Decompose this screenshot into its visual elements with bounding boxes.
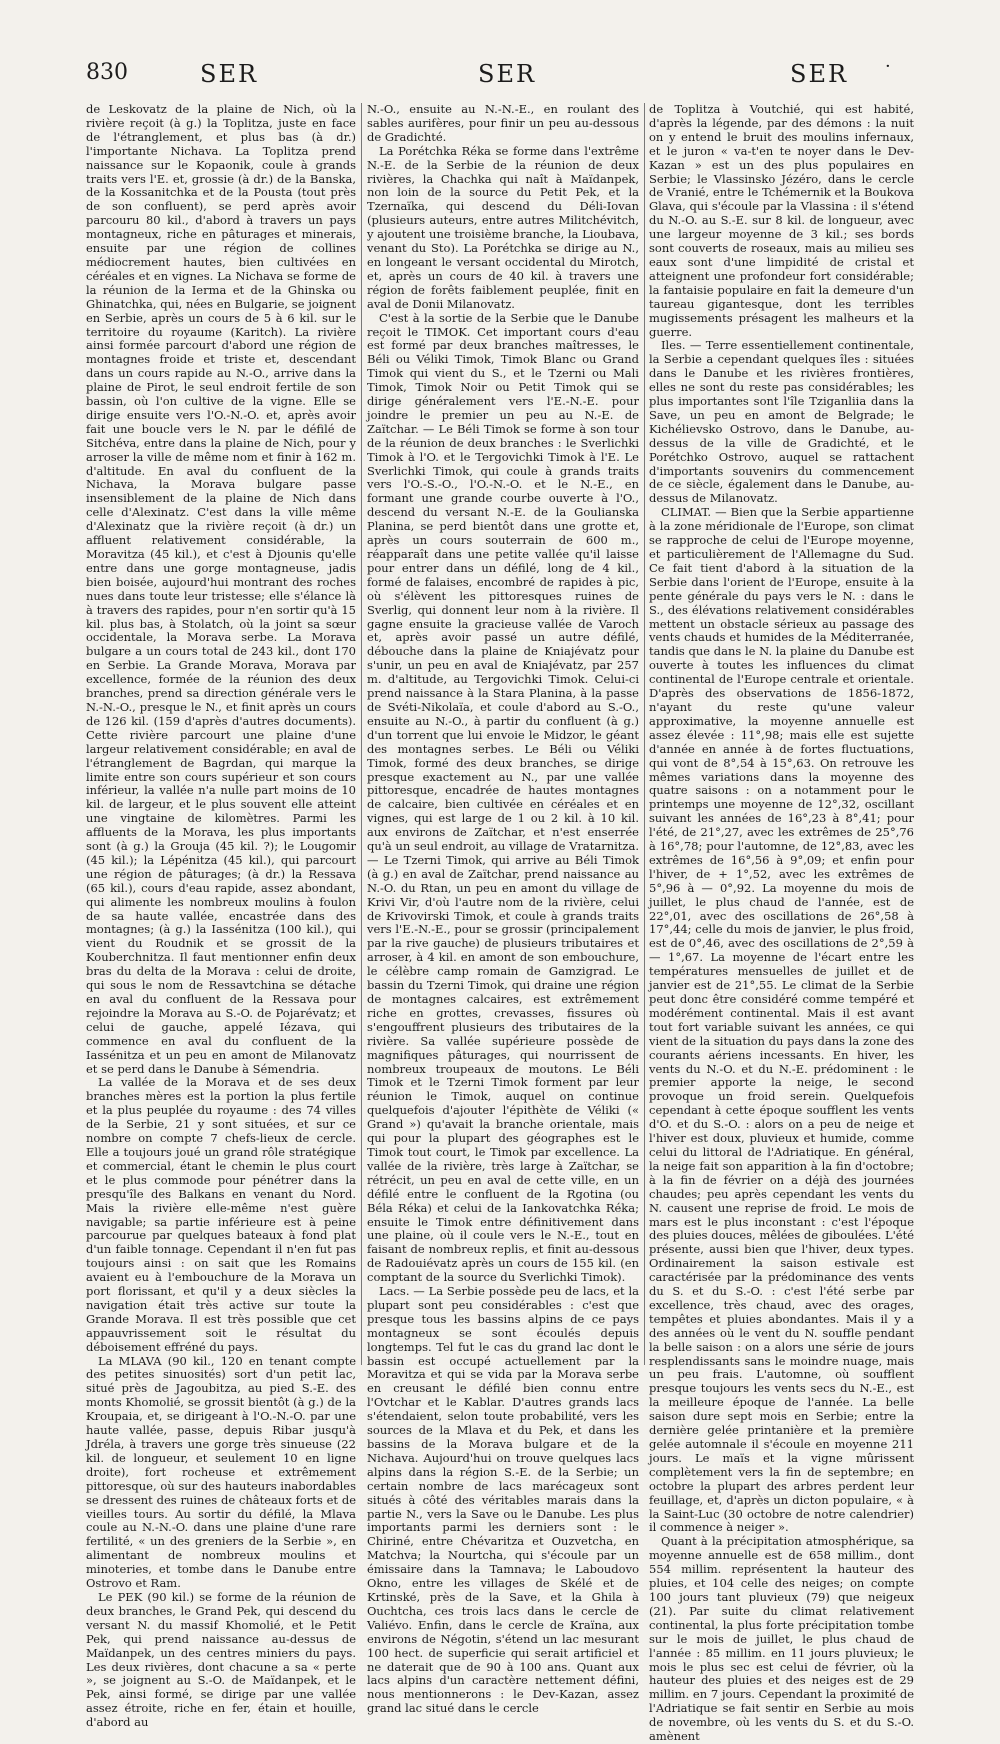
running-head-left: SER [200, 60, 259, 88]
paragraph: de Toplitza à Voutchié, qui est habité, d'après la légende, par des démons : la nuit on y entend le bruit des moulins infernaux, et le juron « va-t'en te noyer dans le Dev-Kazan » est un des plus populaires en Serbie; le Vlassinsko Jézéro, dans le cercle de Vranié, entre le Tchémernik et la Boukova Glava, qui s'écoule par la Vlassina : il s'étend du N.-O. au S.-E. sur 8 kil. de longueur, avec une largeur moyenne de 3 kil.; ses bords sont couverts de roseaux, mais au milieu ses eaux sont d'une limpidité de cristal et atteignent une profondeur fort considérable; la fantaisie populaire en fait la demeure d'un taureau gigantesque, dont les terribles mugissements présagent les malheurs et la guerre. [649, 102, 914, 339]
running-head-right: SER [790, 60, 849, 88]
paragraph: La MLAVA (90 kil., 120 en tenant compte des petites sinuosités) sort d'un petit lac, situé près de Jagoubitza, au pied S.-E. des monts Khomolié, se grossit bientôt (à g.) de la Kroupaia, et, se dirigeant à l'O.-N.-O. par une haute vallée, passe, depuis Ribar jusqu'à Jdréla, à travers une gorge très sinueuse (22 kil. de longueur, et seulement 10 en ligne droite), fort rocheuse et extrêmement pittoresque, où sur des hauteurs inabordables se dressent des ruines de châteaux forts et de vieilles tours. Au sortir du défilé, la Mlava coule au N.-N.-O. dans une plaine d'une rare fertilité, « un des greniers de la Serbie », en alimentant de nombreux moulins et minoteries, et tombe dans le Danube entre Ostrovo et Ram. [86, 1353, 356, 1591]
paragraph: Quant à la précipitation atmosphérique, sa moyenne annuelle est de 658 millim., dont 554 millim. représentent la hauteur des pluies, et 104 celle des neiges; on compte 100 jours tant pluvieux (79) que neigeux (21). Par suite du climat relativement continental, la plus forte précipitation tombe sur le mois de juillet, le plus chaud de l'année : 85 millim. en 11 jours pluvieux; le mois le plus sec est celui de février, où la hauteur des pluies et des neiges est de 29 millim. en 7 jours. Cependant la proximité de l'Adriatique se fait sentir en Serbie au mois de novembre, où les vents du S. et du S.-O. amènent [649, 1534, 914, 1744]
text-column-1 [86, 102, 356, 1730]
running-head-center: SER [478, 60, 537, 88]
paragraph: N.-O., ensuite au N.-N.-E., en roulant des sables aurifères, pour finir un peu au-dessous de Gradichté. [367, 102, 639, 144]
paragraph: CLIMAT. — Bien que la Serbie appartienne à la zone méridionale de l'Europe, son climat se rapproche de celui de l'Europe moyenne, et particulièrement de l'Allemagne du Sud. Ce fait tient d'abord à la situation de la Serbie dans l'orient de l'Europe, ensuite à la pente générale du pays vers le N. : dans le S., des élévations relativement considérables mettent un obstacle sérieux au passage des vents chauds et humides de la Méditerranée, tandis que dans le N. la plaine du Danube est ouverte à toutes les influences du climat continental de l'Europe centrale et orientale. D'après des observations de 1856-1872, n'ayant du reste qu'une valeur approximative, la moyenne annuelle est assez élevée : 11°,98; mais elle est sujette d'année en année à de fortes fluctuations, qui vont de 8°,54 à 15°,63. On retrouve les mêmes variations dans la moyenne des quatre saisons : on a notamment pour le printemps une moyenne de 12°,32, oscillant suivant les années de 16°,23 à 8°,41; pour l'été, de 21°,27, avec les extrêmes de 25°,76 à 16°,78; pour l'automne, de 12°,83, avec les extrêmes de 16°,56 à 9°,09; et enfin pour l'hiver, de + 1°,52, avec les extrêmes de 5°,96 à — 0°,92. La moyenne du mois de juillet, le plus chaud de l'année, est de 22°,01, avec des oscillations de 26°,58 à 17°,44; celle du mois de janvier, le plus froid, est de 0°,46, avec des oscillations de 2°,59 à — 1°,67. La moyenne de l'écart entre les températures mensuelles de juillet et de janvier est de 21°,55. Le climat de la Serbie peut donc être considéré comme tempéré et modérément continental. Mais il est avant tout fort variable suivant les années, ce qui vient de la situation du pays dans la zone des courants aériens incessants. En hiver, les vents du N.-O. et du N.-E. prédominent : le premier apporte la neige, le second provoque un froid serein. Quelquefois cependant à cette époque soufflent les vents d'O. et du S.-O. : alors on a peu de neige et l'hiver est doux, pluvieux et humide, comme celui du littoral de l'Adriatique. En général, la neige fait son apparition à la fin d'octobre; à la fin de février on a déjà des journées chaudes; peu après cependant les vents du N. causent une reprise de froid. Le mois de mars est le plus inconstant : c'est l'époque des pluies douces, mêlées de giboulées. L'été présente, aussi bien que l'hiver, deux types. Ordinairement la saison estivale est caractérisée par la prédominance des vents du S. et du S.-O. : c'est l'été serbe par excellence, très chaud, avec des orages, tempêtes et pluies abondantes. Mais il y a des années où le vent du N. souffle pendant la belle saison : on a alors une série de jours resplendissants sans le moindre nuage, mais un peu frais. L'automne, où soufflent presque toujours les vents secs du N.-E., est la meilleure époque de l'année. La belle saison dure sept mois en Serbie; entre la dernière gelée printanière et la première gelée automnale il s'écoule en moyenne 211 jours. Le maïs et la vigne mûrissent complètement vers la fin de septembre; en octobre la plupart des arbres perdent leur feuillage, et, d'après un dicton populaire, « à la Saint-Luc (30 octobre de notre calendrier) il commence à neiger ». [649, 505, 915, 1535]
header-mark: · [885, 56, 891, 77]
paragraph: Iles. — Terre essentiellement continentale, la Serbie a cependant quelques îles : situées dans le Danube et les rivières frontières, elles ne sont du reste pas considérables; les plus importantes sont l'île Tziganliia dans la Save, un peu en amont de Belgrade; le Kichélievsko Ostrovo, dans le Danube, au-dessus de la ville de Gradichté, et le Porétchko Ostrovo, auquel se rattachent d'importants souvenirs du commencement de ce siècle, également dans le Danube, au-dessus de Milanovatz. [649, 338, 914, 506]
paragraph: Lacs. — La Serbie possède peu de lacs, et la plupart sont peu considérables : c'est que presque tous les bassins alpins de ce pays montagneux se sont écoulés depuis longtemps. Tel fut le cas du grand lac dont le bassin est occupé actuellement par la Moravitza et qui se vida par la Morava serbe en creusant le défilé bien connu entre l'Ovtchar et le Kablar. D'autres grands lacs s'étendaient, selon toute probabilité, vers les sources de la Mlava et du Pek, et dans les bassins de la Morava bulgare et de la Nichava. Aujourd'hui on trouve quelques lacs alpins dans la région S.-E. de la Serbie; un certain nombre de lacs marécageux sont situés à côté des véritables marais dans la partie N., vers la Save ou le Danube. Les plus importants parmi les derniers sont : le Chiriné, entre Chévaritza et Ouzvetcha, en Matchva; la Nourtcha, qui s'écoule par un émissaire dans la Tamnava; le Laboudovo Okno, entre les villages de Skélé et de Krtinské, près de la Save, et la Ghila à Ouchtcha, ces trois lacs dans le cercle de Valiévo. Enfin, dans le cercle de Kraïna, aux environs de Négotin, s'étend un lac mesurant 100 hect. de superficie qui serait artificiel et ne daterait que de 90 à 100 ans. Quant aux lacs alpins d'un caractère nettement défini, nous mentionnerons : le Dev-Kazan, assez grand lac situé dans le cercle [367, 1284, 639, 1716]
paragraph: de Leskovatz de la plaine de Nich, où la rivière reçoit (à g.) la Toplitza, juste en face de l'étranglement, et plus bas (à dr.) l'importante Nichava. La Toplitza prend naissance sur le Kopaonik, coule à grands traits vers l'E. et, grossie (à dr.) de la Banska, de la Kossanitchka et de la Pousta (tout près de son confluent), se perd après avoir parcouru 80 kil., d'abord à travers un pays montagneux, riche en pâturages et minerais, ensuite par une région de collines médiocrement hautes, bien cultivées en céréales et en vignes. La Nichava se forme de la réunion de la Ierma et de la Ghinska ou Ghinatchka, qui, nées en Bulgarie, se joignent en Serbie, après un cours de 5 à 6 kil. sur le territoire du royaume (Karitch). La rivière ainsi formée parcourt d'abord une région de montagnes froide et triste et, descendant dans un cours rapide au N.-O., arrive dans la plaine de Pirot, le seul endroit fertile de son bassin, où l'on cultive de la vigne. Elle se dirige ensuite vers l'O.-N.-O. et, après avoir fait une boucle vers le N. par le défilé de Sitchéva, entre dans la plaine de Nich, pour y arroser la ville de même nom et finir à 162 m. d'altitude. En aval du confluent de la Nichava, la Morava bulgare passe insensiblement de la plaine de Nich dans celle d'Alexinatz. C'est dans la ville même d'Alexinatz que la rivière reçoit (à dr.) un affluent relativement considérable, la Moravitza (45 kil.), et c'est à Djounis qu'elle entre dans une gorge montagneuse, jadis bien boisée, aujourd'hui montrant des roches nues dans toute leur tristesse; elle s'élance là à travers des rapides, pour n'en sortir qu'à 15 kil. plus bas, à Stolatch, où la joint sa sœur occidentale, la Morava serbe. La Morava bulgare a un cours total de 243 kil., dont 170 en Serbie. La Grande Morava, Morava par excellence, formée de la réunion des deux branches, prend sa direction générale vers le N.-N.-O., presque le N., et finit après un cours de 126 kil. (159 d'après d'autres documents). Cette rivière parcourt une plaine d'une largeur relativement considérable; en aval de l'étranglement de Bagrdan, qui marque la limite entre son cours supérieur et son cours inférieur, la vallée n'a nulle part moins de 10 kil. de largeur, et le plus souvent elle atteint une vingtaine de kilomètres. Parmi les affluents de la Morava, les plus importants sont (à g.) la Grouja (45 kil. ?); le Lougomir (45 kil.); la Lépénitza (45 kil.), qui parcourt une région de pâturages; (à dr.) la Ressava (65 kil.), cours d'eau rapide, assez abondant, qui alimente les nombreux moulins à foulon de sa haute vallée, encastrée dans des montagnes; (à g.) la Iassénitza (100 kil.), qui vient du Roudnik et se grossit de la Kouberchnitza. Il faut mentionner enfin deux bras du delta de la Morava : celui de droite, qui sous le nom de Ressavtchina se détache en aval du confluent de la Ressava pour rejoindre la Morava au S.-O. de Pojarévatz; et celui de gauche, appelé Iézava, qui commence en aval du confluent de la Iassénitza et un peu en amont de Milanovatz et se perd dans le Danube à Sémendria. [86, 102, 356, 1076]
column-rule-2 [644, 103, 645, 1365]
paragraph: La Porétchka Réka se forme dans l'extrême N.-E. de la Serbie de la réunion de deux rivières, la Chachka qui naît à Maïdanpek, non loin de la source du Petit Pek, et la Tzernaïka, qui descend du Déli-Iovan (plusieurs auteurs, entre autres Militchévitch, y ajoutent une troisième branche, la Lioubava, venant du Sto). La Porétchka se dirige au N., en longeant le versant occidental du Mirotch, et, après un cours de 40 kil. à travers une région de forêts faiblement peuplée, finit en aval de Donii Milanovatz. [367, 143, 639, 311]
page-number: 830 [86, 60, 128, 85]
paragraph: Le PEK (90 kil.) se forme de la réunion de deux branches, le Grand Pek, qui descend du versant N. du massif Khomolié, et le Petit Pek, qui prend naissance au-dessus de Maïdanpek, un des centres miniers du pays. Les deux rivières, dont chacune a sa « perte », se joignent au S.-O. de Maïdanpek, et le Pek, ainsi formé, se dirige par une vallée assez étroite, riche en fer, étain et houille, d'abord au [86, 1589, 356, 1730]
column-rule-1 [361, 103, 362, 1365]
text-column-2 [367, 102, 639, 1716]
paragraph: La vallée de la Morava et de ses deux branches mères est la portion la plus fertile et la plus peuplée du royaume : des 74 villes de la Serbie, 21 y sont situées, et sur ce nombre on compte 7 chefs-lieux de cercle. Elle a toujours joué un grand rôle stratégique et commercial, étant le chemin le plus court et le plus commode pour pénétrer dans la presqu'île des Balkans en venant du Nord. Mais la rivière elle-même n'est guère navigable; sa partie inférieure est à peine parcourue par quelques bateaux à fond plat d'un faible tonnage. Cependant il n'en fut pas toujours ainsi : on sait que les Romains avaient eu à l'embouchure de la Morava un port florissant, et qu'il y a deux siècles la navigation était très active sur toute la Grande Morava. Il est très possible que cet appauvrissement soit le résultat du déboisement effréné du pays. [86, 1075, 356, 1354]
paragraph: C'est à la sortie de la Serbie que le Danube reçoit le TIMOK. Cet important cours d'eau est formé par deux branches maîtresses, le Béli ou Véliki Timok, Timok Blanc ou Grand Timok qui vient du S., et le Tzerni ou Mali Timok, Timok Noir ou Petit Timok qui se dirige généralement vers l'E.-N.-E. pour joindre le premier un peu au N.-E. de Zaïtchar. — Le Béli Timok se forme à son tour de la réunion de deux branches : le Sverlichki Timok à l'O. et le Tergovichki Timok à l'E. Le Sverlichki Timok, qui coule à grands traits vers l'O.-S.-O., l'O.-N.-O. et le N.-E., en formant une grande courbe ouverte à l'O., descend du versant N.-E. de la Goulianska Planina, se perd bientôt dans une grotte et, après un cours souterrain de 600 m., réapparaît dans une petite vallée qu'il laisse pour entrer dans un défilé, long de 4 kil., formé de falaises, encombré de rapides à pic, où s'élèvent les pittoresques ruines de Sverlig, qui donnent leur nom à la rivière. Il gagne ensuite la gracieuse vallée de Varoch et, après avoir passé un autre défilé, débouche dans la plaine de Kniajévatz pour s'unir, un peu en aval de Kniajévatz, par 257 m. d'altitude, au Tergovichki Timok. Celui-ci prend naissance à la Stara Planina, à la passe de Svéti-Nikolaïa, et coule d'abord au S.-O., ensuite au N.-O., à partir du confluent (à g.) d'un torrent que lui envoie le Midzor, le géant des montagnes serbes. Le Béli ou Véliki Timok, formé des deux branches, se dirige presque exactement au N., par une vallée pittoresque, encadrée de hautes montagnes de calcaire, bien cultivée en céréales et en vignes, qui est large de 1 ou 2 kil. à 10 kil. aux environs de Zaïtchar, et n'est enserrée qu'à un seul endroit, au village de Vratarnitza. — Le Tzerni Timok, qui arrive au Béli Timok (à g.) en aval de Zaïtchar, prend naissance au N.-O. du Rtan, un peu en amont du village de Krivi Vir, d'où l'autre nom de la rivière, celui de Krivovirski Timok, et coule à grands traits vers l'E.-N.-E., pour se grossir (principalement par la rive gauche) de plusieurs tributaires et arroser, à 4 kil. en amont de son embouchure, le célèbre camp romain de Gamzigrad. Le bassin du Tzerni Timok, qui draine une région de montagnes calcaires, est extrêmement riche en grottes, crevasses, fissures où s'engouffrent plusieurs des tributaires de la rivière. Sa vallée supérieure possède de magnifiques pâturages, qui nourrissent de nombreux troupeaux de moutons. Le Béli Timok et le Tzerni Timok forment par leur réunion le Timok, auquel on continue quelquefois d'ajouter l'épithète de Véliki (« Grand ») qu'avait la branche orientale, mais qui pour la plupart des géographes est le Timok tout court, le Timok par excellence. La vallée de la rivière, très large à Zaïtchar, se rétrécit, un peu en aval de cette ville, en un défilé entre le confluent de la Rgotina (ou Béla Réka) et celui de la Iankovatchka Réka; ensuite le Timok entre définitivement dans une plaine, où il coule vers le N.-E., tout en faisant de nombreux replis, et finit au-dessous de Radouiévatz après un cours de 155 kil. (en comptant de la source du Sverlichki Timok). [367, 310, 639, 1285]
text-column-3 [649, 102, 915, 1744]
running-header [0, 56, 1000, 100]
